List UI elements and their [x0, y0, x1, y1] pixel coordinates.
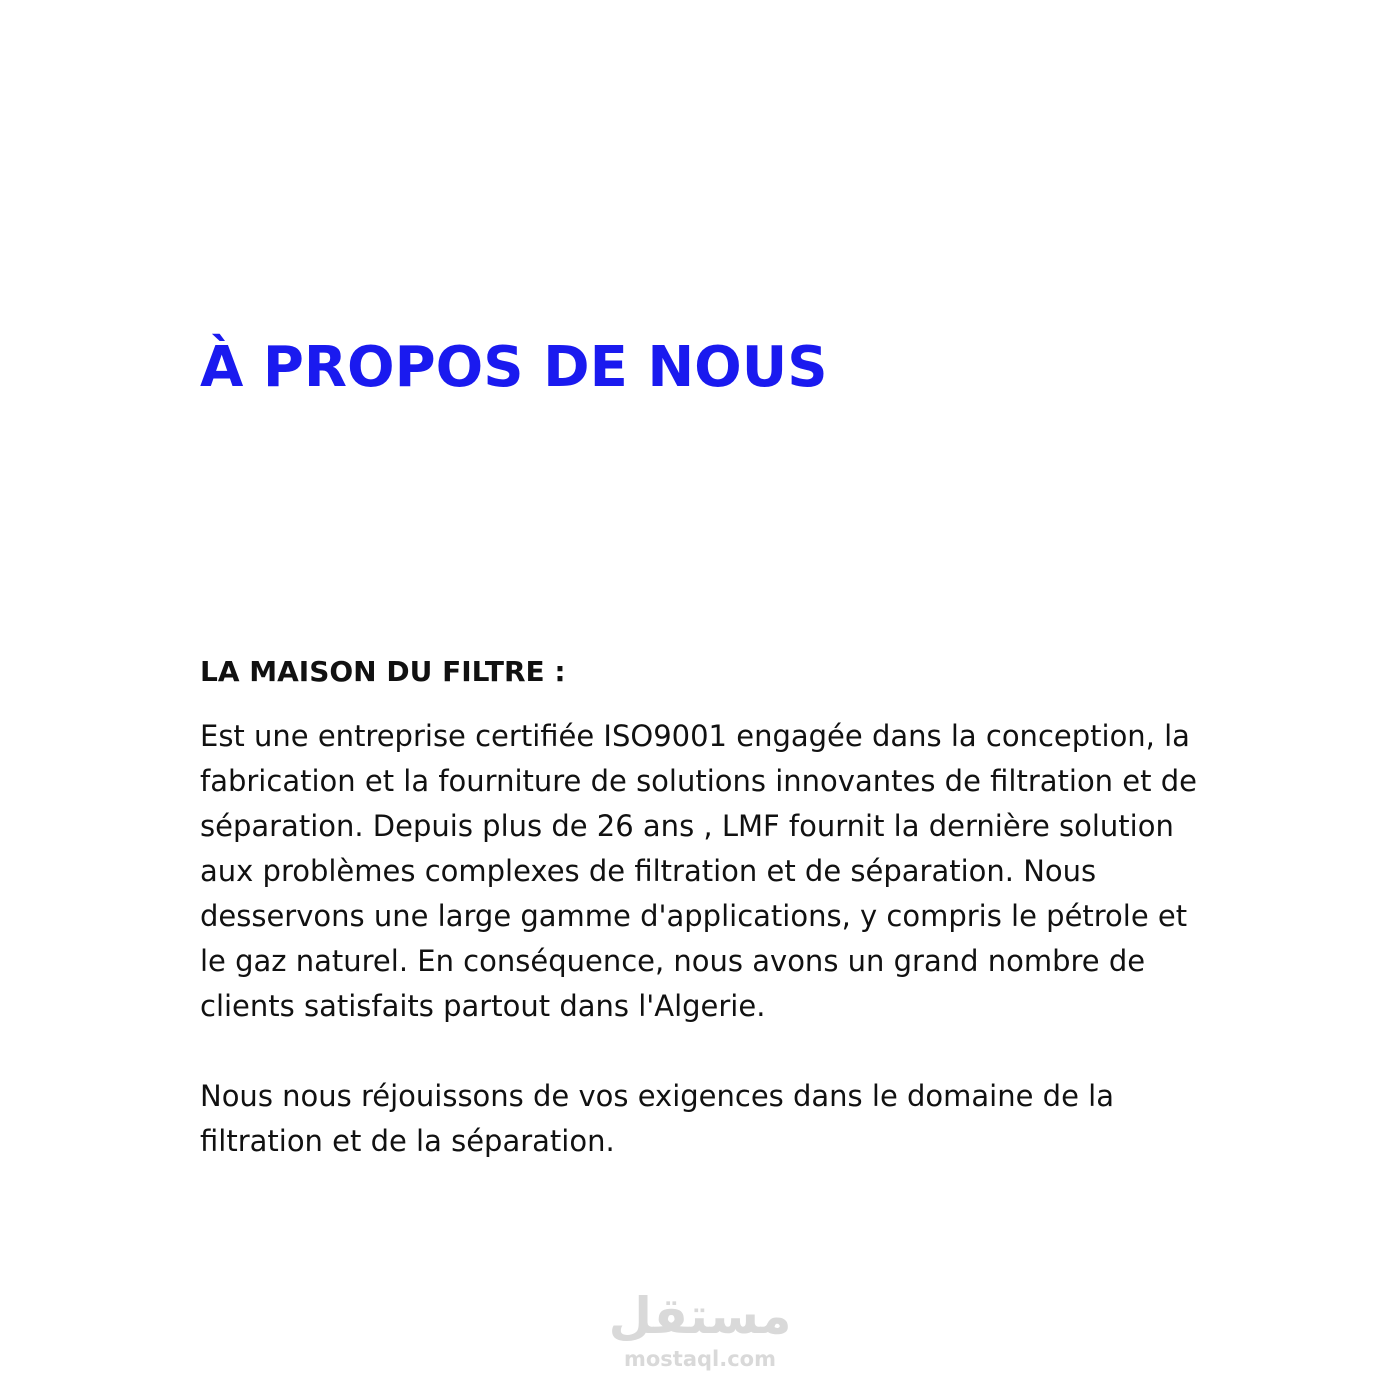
watermark-arabic-text: مستقل [608, 1287, 792, 1345]
about-section [200, 652, 1210, 1164]
watermark-url: mostaql.com [624, 1347, 776, 1371]
about-paragraph: Nous nous réjouissons de vos exigences dans le domaine de la filtration et de la séparation. [200, 1079, 1114, 1158]
about-paragraph: Est une entreprise certifiée ISO9001 engagée dans la conception, la fabrication et la fourniture de solutions innovantes de filtration et de séparation. Depuis plus de 26 ans , LMF fournit la dernière solution aux problèmes complexes de filtration et de séparation. Nous desservons une large gamme d'applications, y compris le pétrole et le gaz naturel. En conséquence, nous avons un grand nombre de clients satisfaits partout dans l'Algerie. [200, 719, 1197, 1023]
watermark-logo [600, 1288, 800, 1372]
page-title: À PROPOS DE NOUS [200, 335, 828, 400]
company-subtitle: LA MAISON DU FILTRE : [200, 655, 566, 688]
